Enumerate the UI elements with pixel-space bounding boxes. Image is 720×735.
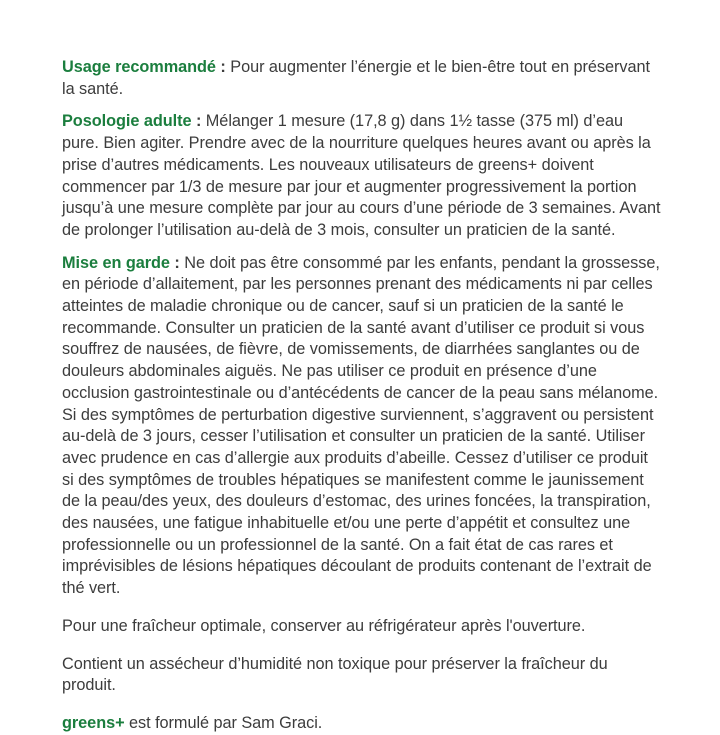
section-posologie-adulte	[62, 111, 662, 241]
section-heading-usage: Usage recommandé	[62, 58, 216, 76]
footer-text: est formulé par Sam Graci.	[124, 713, 323, 732]
heading-separator: :	[215, 58, 231, 76]
section-mise-en-garde	[62, 253, 662, 600]
section-body-usage: Pour augmenter l’énergie et le bien-être tout en préservant la santé.	[62, 58, 650, 98]
heading-separator: :	[169, 253, 185, 272]
footer-formulated-by	[62, 713, 662, 735]
section-heading-posologie: Posologie adulte	[62, 112, 192, 131]
section-body-posologie: Mélanger 1 mesure (17,8 g) dans 1½ tasse (375 ml) d’eau pure. Bien agiter. Prendre avec de la nourriture quelques heures avant ou après la prise d’autres médicaments. Les nouveaux utilisateurs de greens+ doivent commencer par 1/3 de mesure par jour et augmenter progressivement la portion jusqu’à une mesure complète par jour au cours d’une période de 3 semaines. Avant de prolonger l’utilisation au-delà de 3 mois, consulter un praticien de la santé.	[62, 112, 661, 239]
section-usage-recommande	[62, 57, 662, 100]
section-heading-mise-en-garde: Mise en garde	[62, 253, 170, 272]
note-freshness: Pour une fraîcheur optimale, conserver au réfrigérateur après l'ouverture.	[62, 616, 586, 635]
note-desiccant: Contient un assécheur d’humidité non toxique pour préserver la fraîcheur du produit.	[62, 654, 608, 695]
section-body-mise-en-garde: Ne doit pas être consommé par les enfants, pendant la grossesse, en période d’allaitement, par les personnes prenant des médicaments ni par celles atteintes de maladie chronique ou de cancer, sauf si un praticien de la santé le recommande. Consulter un praticien de la santé avant d’utiliser ce produit si vous souffrez de nausées, de fièvre, de vomissements, de diarrhées sanglantes ou de douleurs abdominales aiguës. Ne pas utiliser ce produit en présence d’une occlusion gastrointestinale ou d’antécédents de cancer de la peau sans mélanome. Si des symptômes de perturbation digestive surviennent, s’aggravent ou persistent au-delà de 3 jours, cesser l’utilisation et consulter un praticien de la santé. Utiliser avec prudence en cas d’allergie aux produits d’abeille. Cessez d’utiliser ce produit si des symptômes de troubles hépatiques se manifestent comme le jaunissement de la peau/des yeux, des douleurs d’estomac, des urines foncées, la transpiration, des nausées, une fatigue inhabituelle et/ou une perte d’appétit et consultez une professionnelle ou un professionnel de la santé. On a fait état de cas rares et imprévisibles de lésions hépatiques découlant de produits contenant de l’extrait de thé vert.	[62, 253, 660, 598]
heading-separator: :	[191, 112, 206, 131]
brand-name: greens+	[62, 713, 125, 732]
